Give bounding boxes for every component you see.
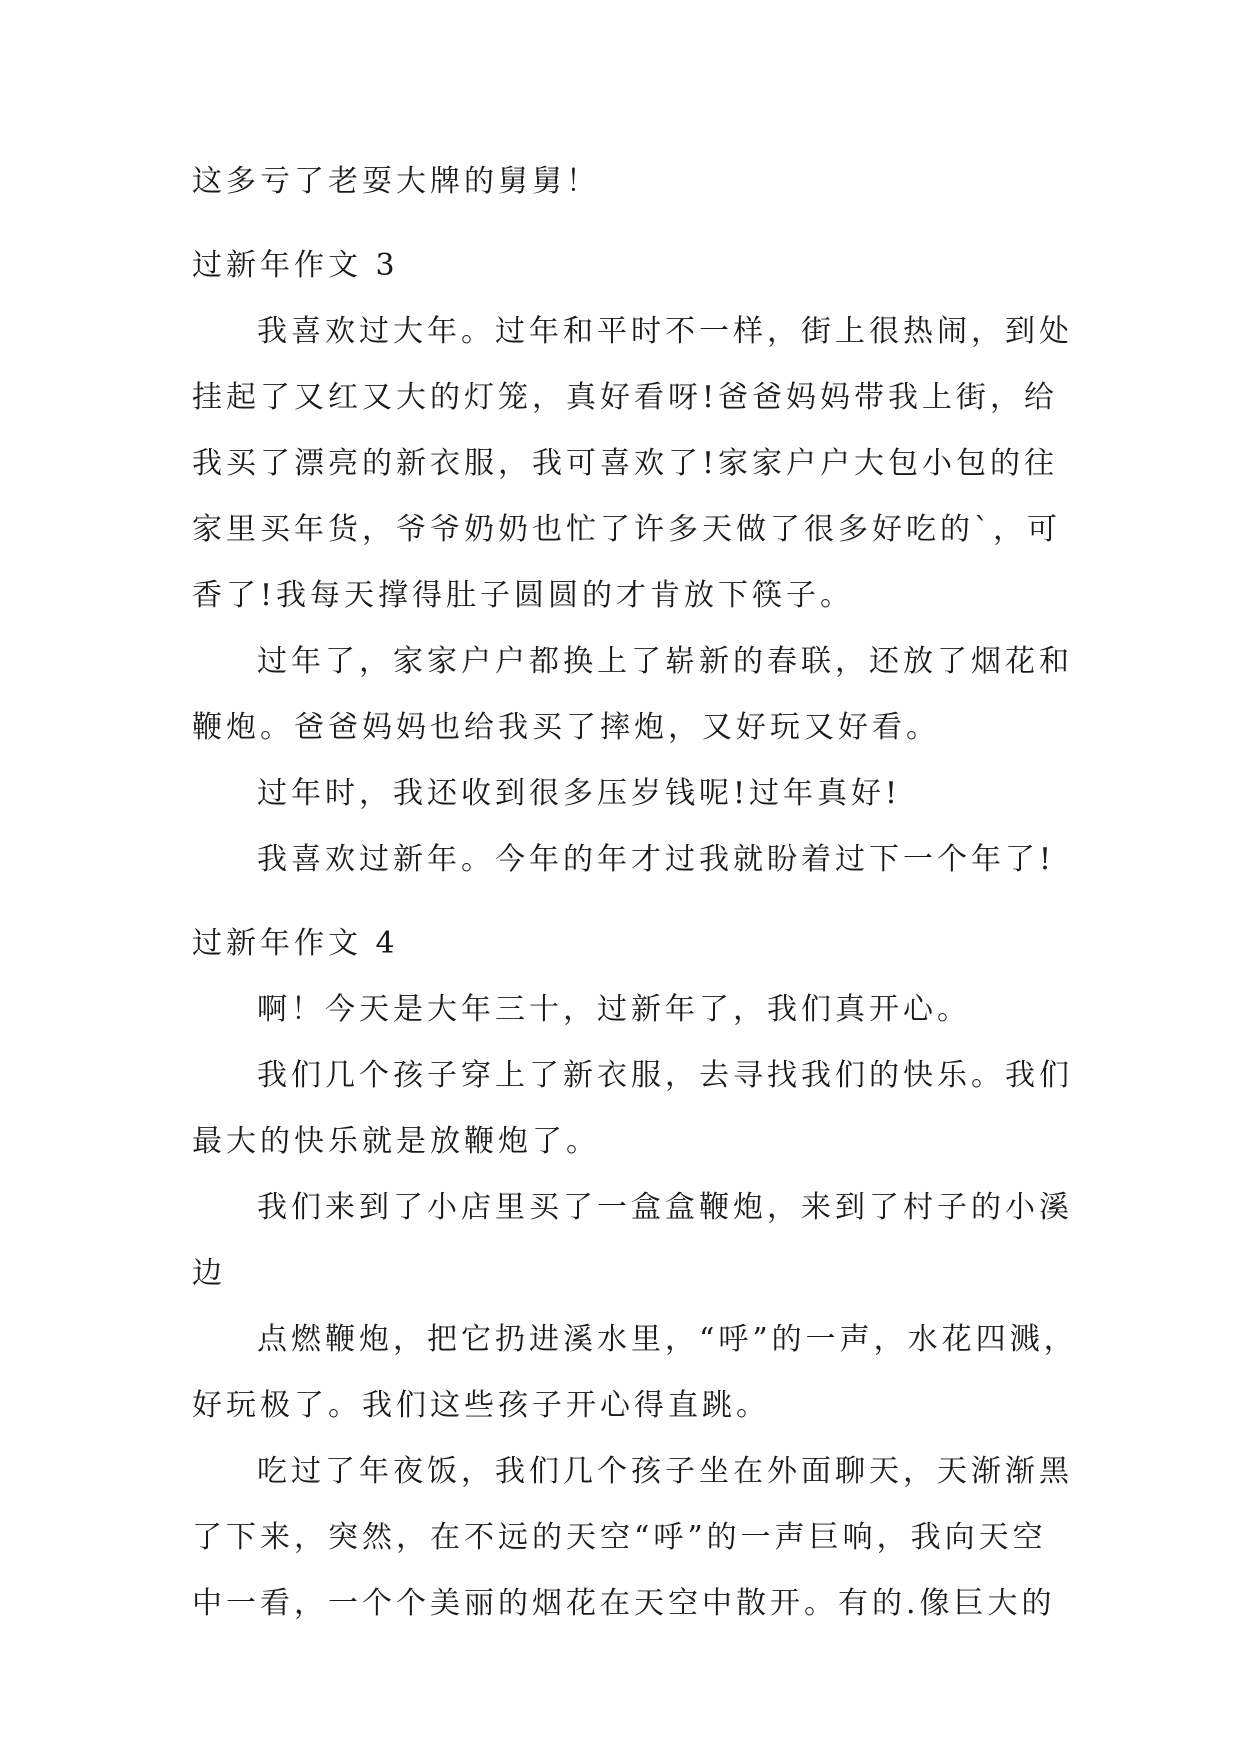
section-3-paragraph-4 (192, 838, 1056, 882)
section-4-title: 过新年作文 4 (192, 926, 399, 961)
paragraph-line: 鞭炮。爸爸妈妈也给我买了摔炮，又好玩又好看。 (192, 710, 940, 745)
section-4-paragraph-3 (192, 1186, 1073, 1296)
paragraph-line: 我买了漂亮的新衣服，我可喜欢了!家家户户大包小包的往 (192, 446, 1059, 481)
section-4-paragraph-5 (192, 1450, 1073, 1626)
paragraph-line: 中一看，一个个美丽的烟花在天空中散开。有的.像巨大的 (192, 1586, 1056, 1621)
paragraph-line: 点燃鞭炮，把它扔进溪水里，“呼”的一声，水花四溅， (257, 1322, 1078, 1357)
paragraph-line: 边 (192, 1256, 226, 1291)
section-3-paragraph-2 (192, 640, 1073, 750)
paragraph-line: 最大的快乐就是放鞭炮了。 (192, 1124, 600, 1159)
paragraph-line: 好玩极了。我们这些孩子开心得直跳。 (192, 1388, 770, 1423)
paragraph-line: 香了!我每天撑得肚子圆圆的才肯放下筷子。 (192, 578, 855, 613)
section-3-title: 过新年作文 3 (192, 248, 399, 283)
section-4-paragraph-2 (192, 1054, 1073, 1164)
section-3-paragraph-1 (192, 310, 1073, 618)
paragraph-line: 我们来到了小店里买了一盒盒鞭炮，来到了村子的小溪 (257, 1190, 1073, 1225)
intro-closing-line: 这多亏了老耍大牌的舅舅！ (192, 164, 600, 199)
paragraph-line: 过年了，家家户户都换上了崭新的春联，还放了烟花和 (257, 644, 1073, 679)
paragraph-line: 我们几个孩子穿上了新衣服，去寻找我们的快乐。我们 (257, 1058, 1073, 1093)
paragraph-line: 挂起了又红又大的灯笼，真好看呀!爸爸妈妈带我上街，给 (192, 380, 1059, 415)
paragraph-line: 吃过了年夜饭，我们几个孩子坐在外面聊天，天渐渐黑 (257, 1454, 1073, 1489)
section-4-paragraph-4 (192, 1318, 1078, 1428)
paragraph-line: 我喜欢过大年。过年和平时不一样，街上很热闹，到处 (257, 314, 1073, 349)
paragraph-line: 我喜欢过新年。今年的年才过我就盼着过下一个年了! (257, 842, 1056, 877)
section-3-paragraph-3 (192, 772, 1052, 816)
paragraph-line: 家里买年货，爷爷奶奶也忙了许多天做了很多好吃的`，可 (192, 512, 1061, 547)
document-page (192, 160, 1078, 1648)
paragraph-line: 过年时，我还收到很多压岁钱呢!过年真好! (257, 776, 902, 811)
paragraph-line: 啊！今天是大年三十，过新年了，我们真开心。 (257, 992, 971, 1027)
section-4-paragraph-1 (192, 988, 1052, 1032)
paragraph-line: 了下来，突然，在不远的天空“呼”的一声巨响，我向天空 (192, 1520, 1047, 1555)
